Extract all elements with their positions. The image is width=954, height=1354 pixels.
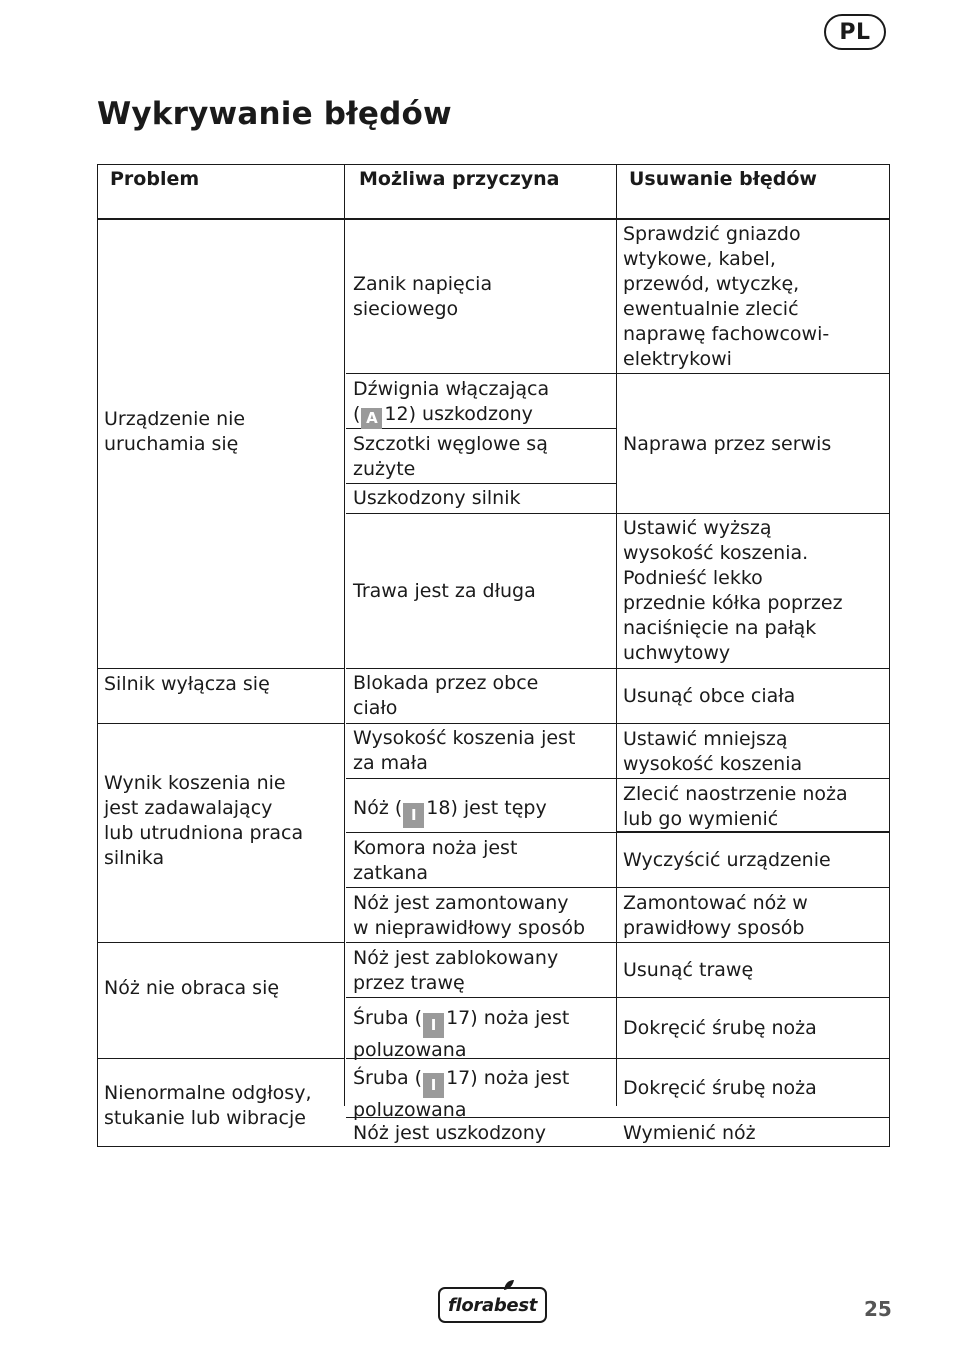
fix-cell: Usunąć trawę [623, 959, 754, 981]
cause-cell: Śruba ( I 17) noża jest poluzowana [353, 1007, 570, 1061]
table-bottom-border [97, 1146, 890, 1147]
cause-cell: Nóż jest zablokowany przez trawę [353, 947, 559, 994]
fix-cell: Ustawić wyższą wysokość koszenia. Podnieść lekko przednie kółka poprzez naciśnięcie na pałąk uchwytowy [623, 517, 843, 664]
page-title: Wykrywanie błędów [97, 96, 452, 132]
header-fix: Usuwanie błędów [629, 168, 817, 190]
problem-cell: Silnik wyłącza się [104, 673, 270, 695]
part-reference-icon: I [423, 1073, 444, 1098]
fix-divider [616, 513, 890, 514]
cause-divider [346, 373, 617, 374]
fix-cell: Zamontować nóż w prawidłowy sposób [623, 892, 808, 939]
brand-logo: florabest [438, 1287, 547, 1323]
language-badge: PL [824, 14, 886, 50]
fix-cell: Zlecić naostrzenie noża lub go wymienić [623, 783, 848, 830]
cause-divider [346, 942, 617, 943]
cause-divider [346, 832, 617, 833]
cause-divider [346, 483, 617, 484]
fix-cell: Ustawić mniejszą wysokość koszenia [623, 728, 803, 775]
fix-cell: Sprawdzić gniazdo wtykowe, kabel, przewód, wtyczkę, ewentualnie zlecić naprawę fachowcowi- elektrykowi [623, 223, 830, 370]
cause-cell: Nóż ( I 18) jest tępy [353, 796, 547, 828]
cause-cell: Nóż jest zamontowany w nieprawidłowy sposób [353, 892, 585, 939]
cause-cell: Trawa jest za długa [353, 580, 536, 602]
cause-cell: Zanik napięcia sieciowego [353, 273, 493, 320]
row-divider [97, 1058, 345, 1059]
table-top-border [97, 164, 890, 165]
fix-cell: Wymienić nóż [623, 1122, 756, 1144]
cause-cell: Komora noża jest zatkana [353, 837, 518, 884]
part-reference-icon: I [423, 1013, 444, 1038]
cause-divider [346, 997, 617, 998]
table-left-border [97, 164, 98, 1147]
cause-divider [346, 668, 617, 669]
fix-divider [616, 997, 890, 998]
column-divider-2 [616, 164, 617, 1106]
part-reference-icon: A [361, 408, 382, 429]
cause-cell: Dźwignia włączająca ( A 12) uszkodzony [353, 378, 550, 427]
header-bottom-border [97, 218, 890, 220]
problem-cell: Nienormalne odgłosy, stukanie lub wibracje [104, 1082, 312, 1129]
fix-divider [616, 668, 890, 669]
cause-cell: Nóż jest uszkodzony [353, 1122, 547, 1144]
fix-cell: Usunąć obce ciała [623, 685, 796, 707]
row-divider [97, 723, 345, 724]
cause-divider [346, 513, 617, 514]
header-problem: Problem [110, 168, 200, 190]
problem-cell: Wynik koszenia nie jest zadawalający lub utrudniona praca silnika [104, 772, 304, 869]
fix-cell: Wyczyścić urządzenie [623, 849, 831, 871]
problem-cell: Urządzenie nie uruchamia się [104, 408, 246, 455]
cause-divider [346, 778, 617, 779]
cause-cell: Blokada przez obce ciało [353, 672, 539, 719]
row-divider [97, 942, 345, 943]
cause-divider [346, 887, 617, 888]
cause-divider [346, 723, 617, 724]
fix-divider [616, 887, 890, 888]
fix-cell: Naprawa przez serwis [623, 433, 832, 455]
cause-cell: Uszkodzony silnik [353, 487, 521, 509]
fix-divider [616, 942, 890, 943]
row-divider [97, 668, 345, 669]
fix-divider [616, 778, 890, 779]
fix-cell: Dokręcić śrubę noża [623, 1017, 817, 1039]
table-right-border [889, 164, 890, 1147]
column-divider-1 [344, 164, 345, 1106]
fix-divider [616, 373, 890, 374]
cause-cell: Śruba ( I 17) noża jest poluzowana [353, 1067, 570, 1121]
cause-cell: Wysokość koszenia jest za mała [353, 727, 576, 774]
fix-divider [616, 723, 890, 724]
header-cause: Możliwa przyczyna [359, 168, 560, 190]
fix-cell: Dokręcić śrubę noża [623, 1077, 817, 1099]
part-reference-icon: I [403, 803, 424, 828]
cause-cell: Szczotki węglowe są zużyte [353, 433, 548, 480]
problem-cell: Nóż nie obraca się [104, 977, 280, 999]
page-number: 25 [864, 1297, 892, 1321]
fix-divider [616, 1058, 890, 1059]
